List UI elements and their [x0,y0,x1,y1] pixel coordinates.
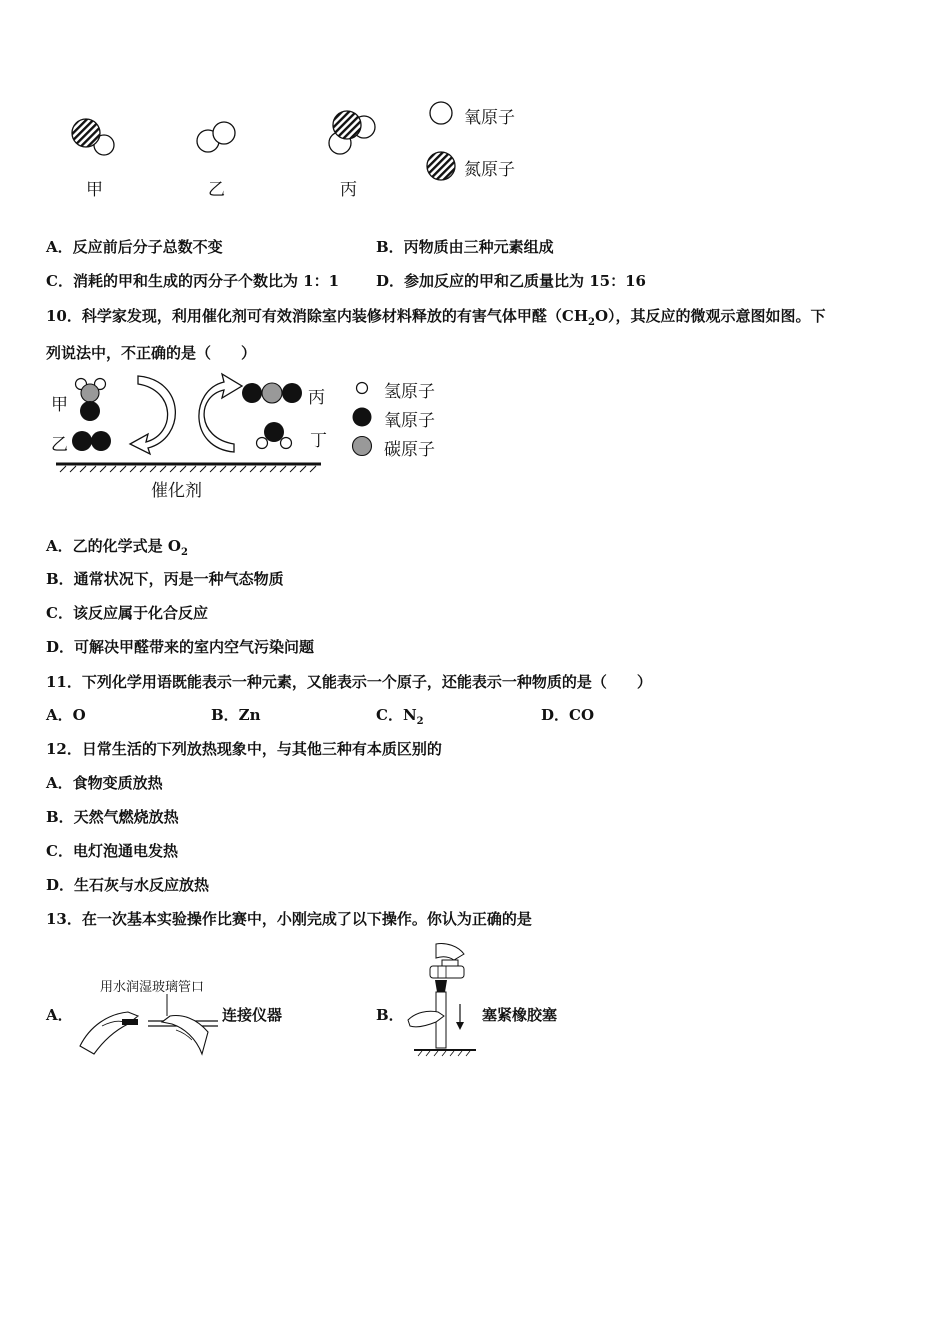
legend-hydrogen-label: 氢原子 [384,382,435,402]
molecule-yi [197,122,235,152]
q10-stem-line1: 10．科学家发现，利用催化剂可有效消除室内装修材料释放的有害气体甲醛$(CH_2O)$，其反应的微观示意图如图。下 [46,307,826,328]
legend-oxygen-atom [430,102,452,124]
legend-nitrogen-label: 氮原子 [464,160,515,180]
q11-option-c: C．$N_2$ [376,706,424,727]
q9-option-d: D．参加反应的甲和乙质量比为 15：16 [376,272,646,290]
label-ding: 丁 [310,431,327,451]
label-bing-2: 丙 [308,388,325,408]
q11-option-a: A．O [46,706,86,724]
legend-carbon-atom [353,437,372,456]
molecule-oxygen [72,431,111,451]
legend-oxygen-atom-2 [353,408,372,427]
q9-option-a: A．反应前后分子总数不变 [46,238,223,256]
q11-option-b: B．Zn [211,706,261,724]
q13-figure-a [72,974,222,1058]
label-jia: 甲 [86,180,103,200]
q12-option-c: C．电灯泡通电发热 [46,842,178,860]
q12-option-b: B．天然气燃烧放热 [46,808,179,826]
label-yi-2: 乙 [51,435,68,455]
q12-option-d: D．生石灰与水反应放热 [46,876,210,894]
q13-option-b-label: B． [376,1006,404,1024]
legend-oxygen-label-2: 氧原子 [384,411,435,431]
q10-option-c: C．该反应属于化合反应 [46,604,208,622]
q10-option-b: B．通常状况下，丙是一种气态物质 [46,570,284,588]
q12-stem: 12．日常生活的下列放热现象中，与其他三种有本质区别的 [46,740,442,758]
label-bing: 丙 [340,180,357,200]
q12-option-a: A．食物变质放热 [46,774,163,792]
legend-hydrogen-atom [357,383,368,394]
molecule-formaldehyde [76,379,106,422]
legend-nitrogen-atom [427,152,455,180]
label-yi: 乙 [208,180,225,200]
q13-figure-b [402,940,480,1060]
label-catalyst: 催化剂 [151,481,202,501]
legend-oxygen-label: 氧原子 [464,108,515,128]
molecule-bing [329,111,375,154]
legend-carbon-label: 碳原子 [384,440,435,460]
q13-option-a-label: A． [46,1006,73,1024]
q9-option-b: B．丙物质由三种元素组成 [376,238,554,256]
q10-figure [46,372,466,502]
q11-stem: 11．下列化学用语既能表示一种元素，又能表示一个原子，还能表示一种物质的是（ ） [46,673,652,691]
molecule-co2 [242,383,302,403]
q13-option-a-text: 连接仪器 [222,1006,283,1024]
catalyst-surface [56,464,321,472]
curved-arrow-up-icon [199,374,242,452]
q10-option-d: D．可解决甲醛带来的室内空气污染问题 [46,638,315,656]
q13-stem: 13．在一次基本实验操作比赛中，小刚完成了以下操作。你认为正确的是 [46,910,532,928]
stopper-apparatus-svg [402,940,480,1060]
molecule-water [257,422,292,449]
q10-stem-line2: 列说法中，不正确的是（ ） [46,344,257,362]
curved-arrow-down-icon [130,376,175,454]
label-jia-2: 甲 [51,395,68,415]
q13-option-b-text: 塞紧橡胶塞 [482,1006,558,1024]
q9-figure [60,95,540,205]
molecule-jia [72,119,114,155]
q9-option-c: C．消耗的甲和生成的丙分子个数比为 1：1 [46,272,340,290]
q13-a-caption: 用水润湿玻璃管口 [100,980,205,995]
q11-option-d: D．CO [541,706,595,724]
q10-option-a: A．乙的化学式是 $O_2$ [46,537,188,558]
